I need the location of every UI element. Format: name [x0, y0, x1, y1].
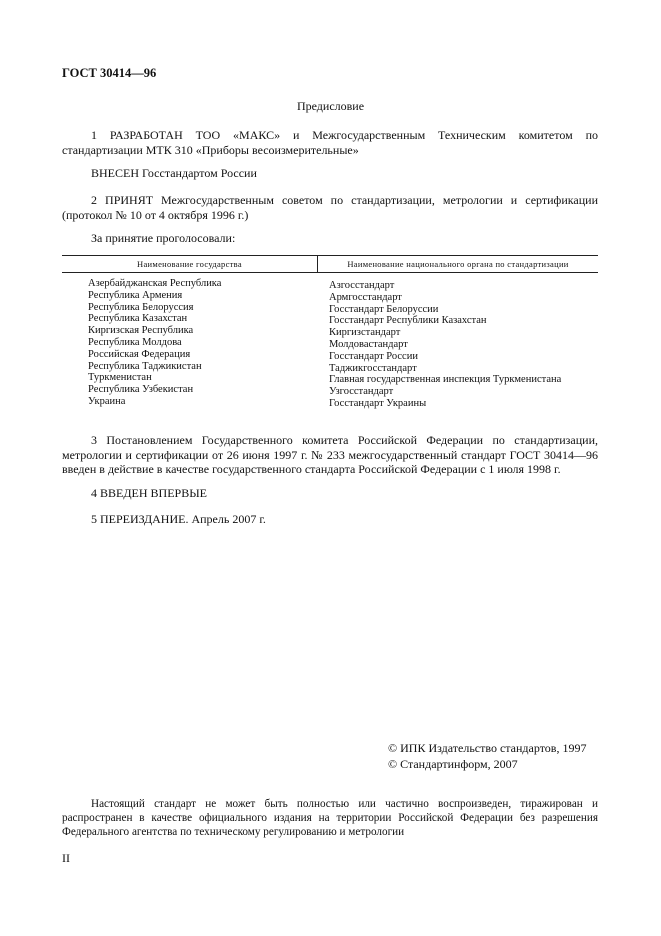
- page-number: II: [62, 851, 70, 865]
- standards-bodies-list: [329, 280, 561, 410]
- vote-intro: За принятие проголосовали:: [91, 231, 236, 245]
- body-item: Армгосстандарт: [329, 291, 402, 303]
- paragraph-introduced: ВНЕСЕН Госстандартом России: [91, 166, 257, 180]
- paragraph-adopted: [62, 193, 598, 222]
- state-item: Республика Таджикистан: [88, 360, 202, 372]
- table-header-state: Наименование государства: [137, 259, 242, 269]
- state-item: Республика Армения: [88, 289, 183, 301]
- state-item: Республика Казахстан: [88, 313, 188, 325]
- reproduction-notice-text: Настоящий стандарт не может быть полностью или частично воспроизведен, тиражирован и распространен в качестве официального издания на территории Российской Федерации без разрешения Федерального агентства по техническому регулированию и метрологии: [62, 798, 598, 838]
- state-item: Киргизская Республика: [88, 325, 194, 337]
- state-item: Украина: [88, 395, 126, 407]
- copyright-standartinform: © Стандартинформ, 2007: [388, 757, 518, 771]
- paragraph-adopted-text: 2 ПРИНЯТ Межгосударственным советом по стандартизации, метрологии и сертификации (протокол № 10 от 4 октября 1996 г.): [62, 193, 598, 222]
- body-item: Киргизстандарт: [329, 327, 401, 339]
- copyright-publisher: © ИПК Издательство стандартов, 1997: [388, 741, 587, 755]
- paragraph-first-introduced: 4 ВВЕДЕН ВПЕРВЫЕ: [91, 486, 207, 500]
- paragraph-developed: [62, 128, 598, 157]
- paragraph-resolution-text: 3 Постановлением Государственного комитета Российской Федерации по стандартизации, метрологии и сертификации от 26 июня 1997 г. № 233 межгосударственный стандарт ГОСТ 30414—96 введен в действие в качестве государственного стандарта Российской Федерации с 1 июля 1998 г.: [62, 433, 598, 476]
- states-list: [88, 278, 221, 408]
- body-item: Госстандарт Белоруссии: [329, 303, 439, 315]
- table-header-rule: [62, 272, 598, 273]
- paragraph-developed-text: 1 РАЗРАБОТАН ТОО «МАКС» и Межгосударственным Техническим комитетом по стандартизации МТК 310 «Приборы весоизмерительные»: [62, 128, 598, 157]
- body-item: Госстандарт Украины: [329, 397, 427, 409]
- state-item: Республика Белоруссия: [88, 301, 194, 313]
- reproduction-notice: [62, 797, 598, 839]
- table-top-rule: [62, 255, 598, 256]
- state-item: Российская Федерация: [88, 348, 191, 360]
- state-item: Туркменистан: [88, 372, 152, 384]
- body-item: Госстандарт России: [329, 350, 418, 362]
- body-item: Узгосстандарт: [329, 386, 394, 398]
- body-item: Главная государственная инспекция Туркменистана: [329, 374, 562, 386]
- body-item: Азгосстандарт: [329, 280, 395, 291]
- body-item: Молдовастандарт: [329, 338, 408, 350]
- voting-table: [62, 255, 598, 416]
- state-item: Республика Молдова: [88, 336, 182, 348]
- state-item: Азербайджанская Республика: [88, 278, 222, 289]
- paragraph-reissue: 5 ПЕРЕИЗДАНИЕ. Апрель 2007 г.: [91, 512, 266, 526]
- table-header-body: Наименование национального органа по стандартизации: [347, 259, 569, 269]
- body-item: Таджикгосстандарт: [329, 362, 417, 374]
- body-item: Госстандарт Республики Казахстан: [329, 315, 487, 327]
- paragraph-resolution: [62, 433, 598, 477]
- state-item: Республика Узбекистан: [88, 384, 194, 396]
- document-code: ГОСТ 30414—96: [62, 66, 157, 80]
- section-title: Предисловие: [296, 99, 365, 113]
